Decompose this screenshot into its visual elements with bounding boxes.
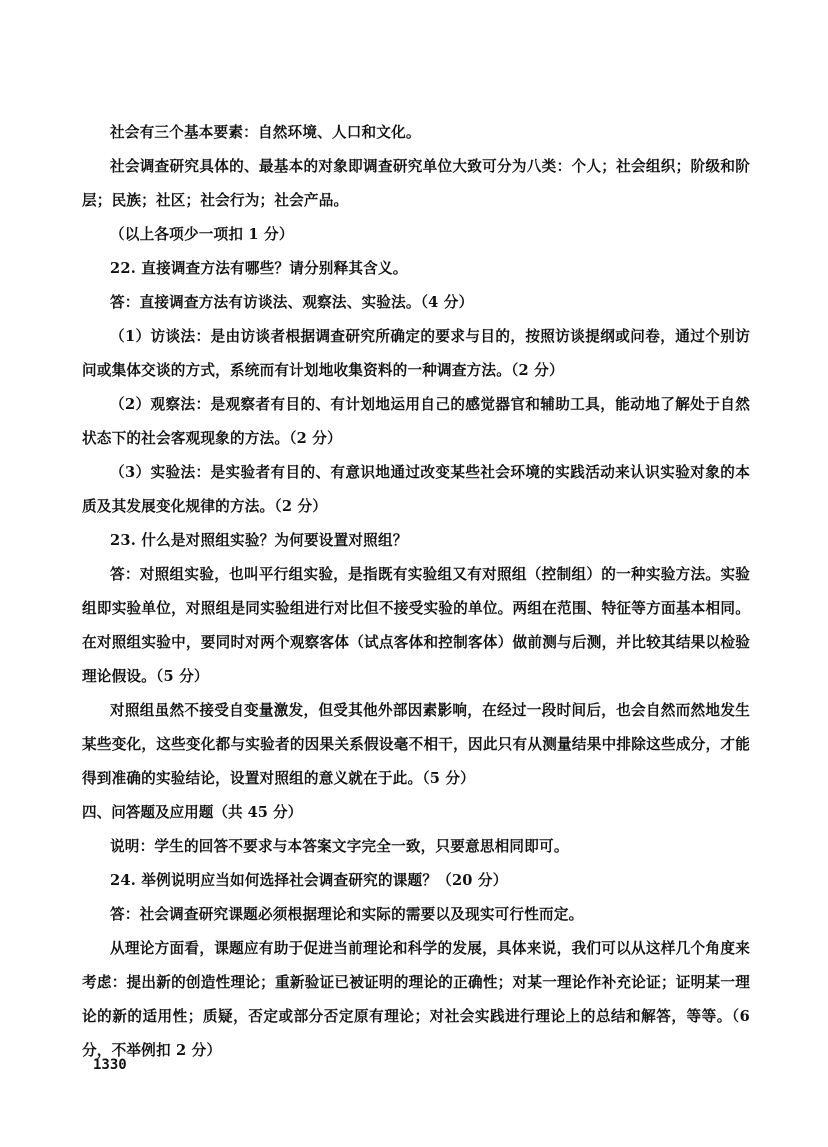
question-heading: 22. 直接调查方法有哪些？请分别释其含义。	[110, 260, 408, 277]
paragraph: （1）访谈法：是由访谈者根据调查研究所确定的要求与目的，按照访谈提纲或问卷，通过个别访问或集体交谈的方式，系统而有计划地收集资料的一种调查方法。（2 分）	[82, 328, 750, 379]
question-heading: 24. 举例说明应当如何选择社会调查研究的课题？（20 分）	[110, 872, 508, 889]
paragraph: 答：直接调查方法有访谈法、观察法、实验法。（4 分）	[110, 294, 474, 311]
paragraph: 答：社会调查研究课题必须根据理论和实际的需要以及现实可行性而定。	[110, 906, 584, 923]
paragraph: 社会调查研究具体的、最基本的对象即调查研究单位大致可分为八类：个人；社会组织；阶级和阶层；民族；社区；社会行为；社会产品。	[82, 158, 750, 209]
section-title: 四、问答题及应用题（共 45 分）	[82, 804, 303, 821]
paragraph: 答：对照组实验，也叫平行组实验，是指既有实验组又有对照组（控制组）的一种实验方法。实验组即实验单位，对照组是同实验组进行对比但不接受实验的单位。两组在范围、特征等方面基本相同。在对照组实验中，要同时对两个观察客体（试点客体和控制客体）做前测与后测，并比较其结果以检验理论假设。（5 分）	[82, 566, 750, 685]
paragraph: 社会有三个基本要素：自然环境、人口和文化。	[110, 124, 421, 141]
paragraph: （以上各项少一项扣 1 分）	[110, 226, 294, 243]
paragraph: 说明：学生的回答不要求与本答案文字完全一致，只要意思相同即可。	[110, 838, 569, 855]
paragraph: （2）观察法：是观察者有目的、有计划地运用自己的感觉器官和辅助工具，能动地了解处于自然状态下的社会客观现象的方法。（2 分）	[82, 396, 750, 447]
paragraph: 对照组虽然不接受自变量激发，但受其他外部因素影响，在经过一段时间后，也会自然而然地发生某些变化，这些变化都与实验者的因果关系假设毫不相干，因此只有从测量结果中排除这些成分，才能得到准确的实验结论，设置对照组的意义就在于此。（5 分）	[82, 702, 750, 787]
page-number: 1330	[93, 1057, 127, 1073]
paragraph: 从理论方面看，课题应有助于促进当前理论和科学的发展，具体来说，我们可以从这样几个角度来考虑：提出新的创造性理论；重新验证已被证明的理论的正确性；对某一理论作补充论证；证明某一理论的新的适用性；质疑，否定或部分否定原有理论；对社会实践进行理论上的总结和解答，等等。（6 分，不举例扣 2 分）	[82, 940, 750, 1059]
paragraph: （3）实验法：是实验者有目的、有意识地通过改变某些社会环境的实践活动来认识实验对象的本质及其发展变化规律的方法。（2 分）	[82, 464, 750, 515]
answer-text-body	[82, 116, 750, 1068]
question-heading: 23. 什么是对照组实验？为何要设置对照组？	[110, 532, 408, 549]
